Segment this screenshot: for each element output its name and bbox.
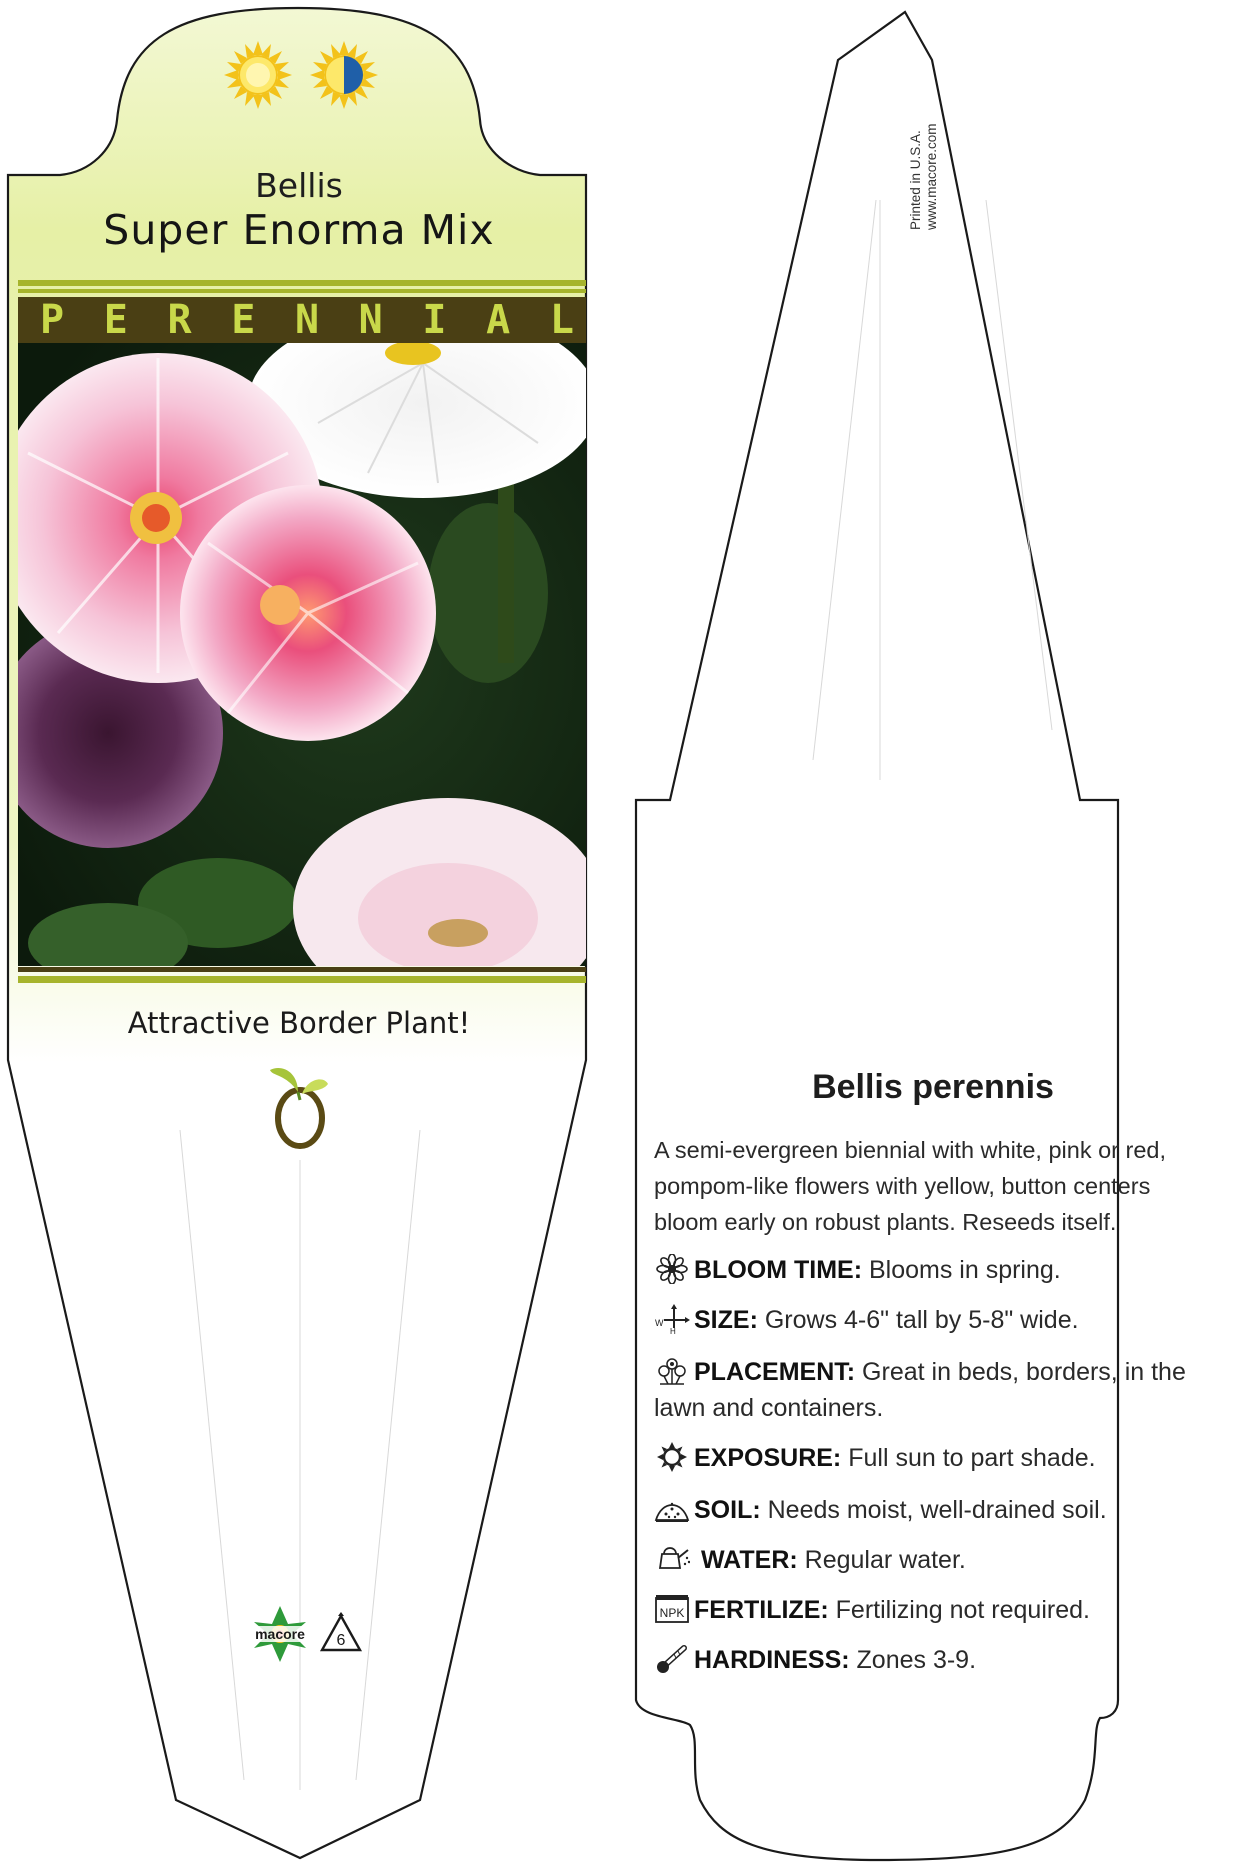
band-letter: N	[358, 297, 383, 343]
svg-text:W: W	[655, 1318, 664, 1328]
size-arrows-icon	[654, 1304, 690, 1334]
svg-text:H: H	[670, 1327, 676, 1334]
soil-pile-icon	[654, 1494, 690, 1524]
printed-note	[908, 92, 938, 242]
npk-bag-icon	[654, 1594, 690, 1624]
cultivar-name: Super Enorma Mix	[103, 206, 495, 254]
back-tag-shape	[636, 12, 1118, 1860]
macore-brand-text: macore	[255, 1626, 305, 1642]
attr-exposure: EXPOSURE: Full sun to part shade.	[654, 1440, 1214, 1476]
band-letter: I	[422, 297, 447, 343]
attr-hardiness: HARDINESS: Zones 3-9.	[654, 1642, 1214, 1678]
band-letter: R	[167, 297, 192, 343]
flowers-bed-icon	[654, 1356, 690, 1386]
band-letter: A	[486, 297, 511, 343]
recycle-code: 6	[336, 1632, 346, 1649]
band-letter: E	[103, 297, 128, 343]
attr-water: WATER: Regular water.	[654, 1542, 1214, 1578]
printed-country: Printed in U.S.A.	[908, 130, 923, 230]
seed-sprout-logo	[268, 1066, 334, 1152]
band-letter: N	[294, 297, 320, 343]
band-letter: P	[40, 297, 65, 343]
part-shade-icon	[306, 40, 382, 110]
attr-size: W H SIZE: Grows 4-6" tall by 5-8" wide.	[655, 1306, 1079, 1334]
attr-bloom-time: BLOOM TIME: Blooms in spring.	[654, 1252, 1214, 1288]
sun-outline-icon	[654, 1442, 690, 1472]
attr-placement: PLACEMENT: Great in beds, borders, in the lawn and containers.	[654, 1358, 1186, 1422]
flower-icon	[654, 1254, 690, 1284]
watering-can-icon	[654, 1544, 690, 1574]
species-name: Bellis perennis	[812, 1068, 1054, 1106]
recycle-icon	[318, 1612, 364, 1656]
genus-name: Bellis	[255, 166, 343, 205]
macore-logo	[244, 1604, 316, 1664]
printed-url: www.macore.com	[924, 123, 939, 230]
species-description: A semi-evergreen biennial with white, pink or red, pompom-like flowers with yellow, button centers bloom early on robust plants. Reseeds itself.	[654, 1137, 1167, 1235]
tagline: Attractive Border Plant!	[127, 1006, 471, 1040]
band-letter: L	[549, 297, 574, 343]
band-letter: E	[231, 297, 256, 343]
attr-soil: SOIL: Needs moist, well-drained soil.	[654, 1492, 1214, 1528]
thermometer-icon	[654, 1644, 690, 1674]
flower-photo	[18, 343, 586, 966]
perennial-band	[18, 297, 586, 343]
svg-text:NPK: NPK	[659, 1606, 685, 1620]
attr-fertilize: NPK FERTILIZE: Fertilizing not required.	[654, 1592, 1214, 1628]
